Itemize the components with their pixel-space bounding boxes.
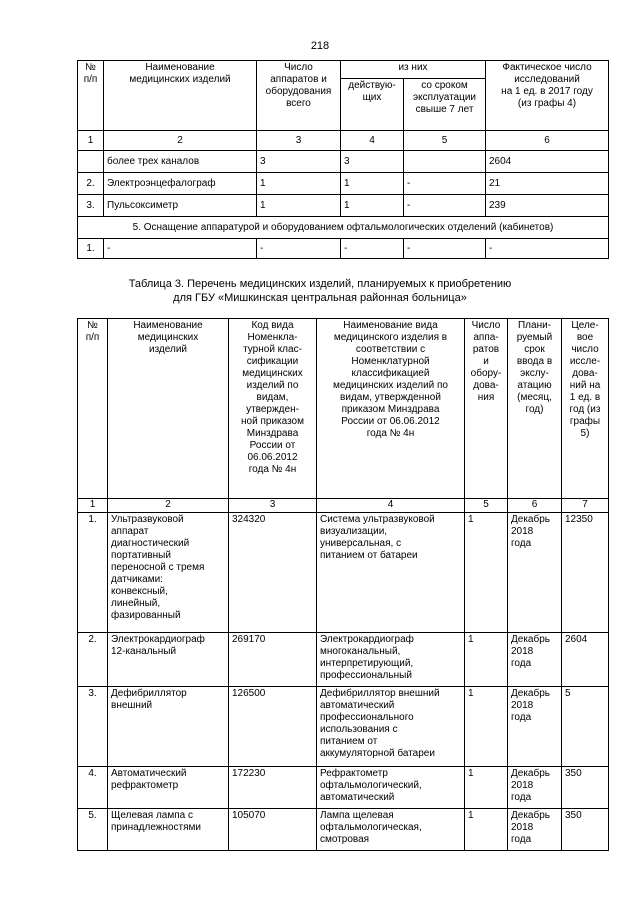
cell: 126500 xyxy=(229,687,317,767)
cell: 12350 xyxy=(562,513,609,633)
cell: 4. xyxy=(78,767,108,809)
table-row xyxy=(78,687,609,767)
cell: Автоматический рефрактометр xyxy=(108,767,229,809)
cell: - xyxy=(404,239,486,259)
planned-purchases-table xyxy=(77,318,609,851)
cell: 172230 xyxy=(229,767,317,809)
cell: 1 xyxy=(465,513,508,633)
cell: 239 xyxy=(486,195,609,217)
header-cell: Целе- вое число иссле- дова- ний на 1 ед. в год (из графы 5) xyxy=(562,319,609,499)
cell: 21 xyxy=(486,173,609,195)
header-active: действую- щих xyxy=(341,79,404,131)
cell: - xyxy=(404,195,486,217)
cell: - xyxy=(486,239,609,259)
cell: Декабрь 2018 года xyxy=(508,687,562,767)
cell: более трех каналов xyxy=(104,151,257,173)
cell: Декабрь 2018 года xyxy=(508,513,562,633)
header-cell: Наименование вида медицинского изделия в соответствии с Номенклатурной классификацией медицинских изделий по видам, утвержденной приказом Минздрава России от 06.06.2012 года № 4н xyxy=(317,319,465,499)
table-row xyxy=(78,151,609,173)
col-number: 7 xyxy=(562,499,609,513)
cell: Декабрь 2018 года xyxy=(508,809,562,851)
table-row xyxy=(78,633,609,687)
cell: 350 xyxy=(562,767,609,809)
cell: Лампа щелевая офтальмологическая, смотровая xyxy=(317,809,465,851)
cell: 1 xyxy=(257,173,341,195)
col-number: 2 xyxy=(108,499,229,513)
cell: 1 xyxy=(465,809,508,851)
table-row xyxy=(78,195,609,217)
col-number: 2 xyxy=(104,131,257,151)
cell: Дефибриллятор внешний автоматический профессионального использования с питанием от аккумуляторной батареи xyxy=(317,687,465,767)
cell: 1 xyxy=(257,195,341,217)
cell: Электрокардиограф многоканальный, интерпретирующий, профессиональный xyxy=(317,633,465,687)
page-number: 218 xyxy=(310,40,330,52)
col-number: 1 xyxy=(78,499,108,513)
header-cell: Число аппа- ратов и обору- дова- ния xyxy=(465,319,508,499)
cell: 1 xyxy=(465,767,508,809)
cell: - xyxy=(404,173,486,195)
cell xyxy=(404,151,486,173)
header-cell: № п/п xyxy=(78,319,108,499)
col-number: 4 xyxy=(341,131,404,151)
cell: 1 xyxy=(341,195,404,217)
header-name: Наименование медицинских изделий xyxy=(104,61,257,131)
table-row xyxy=(78,513,609,633)
cell: 324320 xyxy=(229,513,317,633)
cell: - xyxy=(104,239,257,259)
header-over7: со сроком эксплуатации свыше 7 лет xyxy=(404,79,486,131)
col-number: 3 xyxy=(229,499,317,513)
cell: Электрокардиограф 12-канальный xyxy=(108,633,229,687)
cell: Система ультразвуковой визуализации, универсальная, с питанием от батареи xyxy=(317,513,465,633)
equipment-table xyxy=(77,60,609,259)
col-number: 6 xyxy=(486,131,609,151)
table-row xyxy=(78,809,609,851)
cell: 1. xyxy=(78,513,108,633)
cell: Щелевая лампа с принадлежностями xyxy=(108,809,229,851)
cell: 3 xyxy=(341,151,404,173)
table-row xyxy=(78,173,609,195)
table3-title: Таблица 3. Перечень медицинских изделий, планируемых к приобретению для ГБУ «Мишкинская центральная районная больница» xyxy=(128,278,512,304)
table-row xyxy=(78,239,609,259)
table-row xyxy=(78,767,609,809)
cell: 2604 xyxy=(486,151,609,173)
col-number: 4 xyxy=(317,499,465,513)
header-of-them: из них xyxy=(341,61,486,79)
cell: 1 xyxy=(465,687,508,767)
cell: 3 xyxy=(257,151,341,173)
cell: 105070 xyxy=(229,809,317,851)
cell: 1 xyxy=(341,173,404,195)
cell: 2604 xyxy=(562,633,609,687)
col-number: 3 xyxy=(257,131,341,151)
cell: 2. xyxy=(78,633,108,687)
col-number: 6 xyxy=(508,499,562,513)
cell: - xyxy=(257,239,341,259)
cell: Ультразвуковой аппарат диагностический портативный переносной с тремя датчиками: конвексный, линейный, фазированный xyxy=(108,513,229,633)
column-numbers-row xyxy=(78,131,609,151)
cell: 3. xyxy=(78,195,104,217)
column-numbers-row xyxy=(78,499,609,513)
header-num: № п/п xyxy=(78,61,104,131)
cell: 269170 xyxy=(229,633,317,687)
cell: 1. xyxy=(78,239,104,259)
cell: Дефибриллятор внешний xyxy=(108,687,229,767)
cell: 350 xyxy=(562,809,609,851)
cell: - xyxy=(341,239,404,259)
section-row xyxy=(78,217,609,239)
header-cell: Код вида Номенкла- турной клас- сификации медицинских изделий по видам, утвержден- ной приказом Минздрава России от 06.06.2012 года № 4н xyxy=(229,319,317,499)
cell: Рефрактометр офтальмологический, автоматический xyxy=(317,767,465,809)
col-number: 5 xyxy=(465,499,508,513)
cell: 5. xyxy=(78,809,108,851)
cell: Декабрь 2018 года xyxy=(508,633,562,687)
section-title: 5. Оснащение аппаратурой и оборудованием офтальмологических отделений (кабинетов) xyxy=(78,217,609,239)
cell: 5 xyxy=(562,687,609,767)
header-actual: Фактическое число исследований на 1 ед. в 2017 году (из графы 4) xyxy=(486,61,609,131)
col-number: 1 xyxy=(78,131,104,151)
col-number: 5 xyxy=(404,131,486,151)
cell: Декабрь 2018 года xyxy=(508,767,562,809)
cell: Электроэнцефалограф xyxy=(104,173,257,195)
cell: Пульсоксиметр xyxy=(104,195,257,217)
header-cell: Наименование медицинских изделий xyxy=(108,319,229,499)
cell: 2. xyxy=(78,173,104,195)
header-count: Число аппаратов и оборудования всего xyxy=(257,61,341,131)
cell: 3. xyxy=(78,687,108,767)
header-cell: Плани- руемый срок ввода в экслу- атацию (месяц, год) xyxy=(508,319,562,499)
cell xyxy=(78,151,104,173)
cell: 1 xyxy=(465,633,508,687)
header-row xyxy=(78,319,609,499)
